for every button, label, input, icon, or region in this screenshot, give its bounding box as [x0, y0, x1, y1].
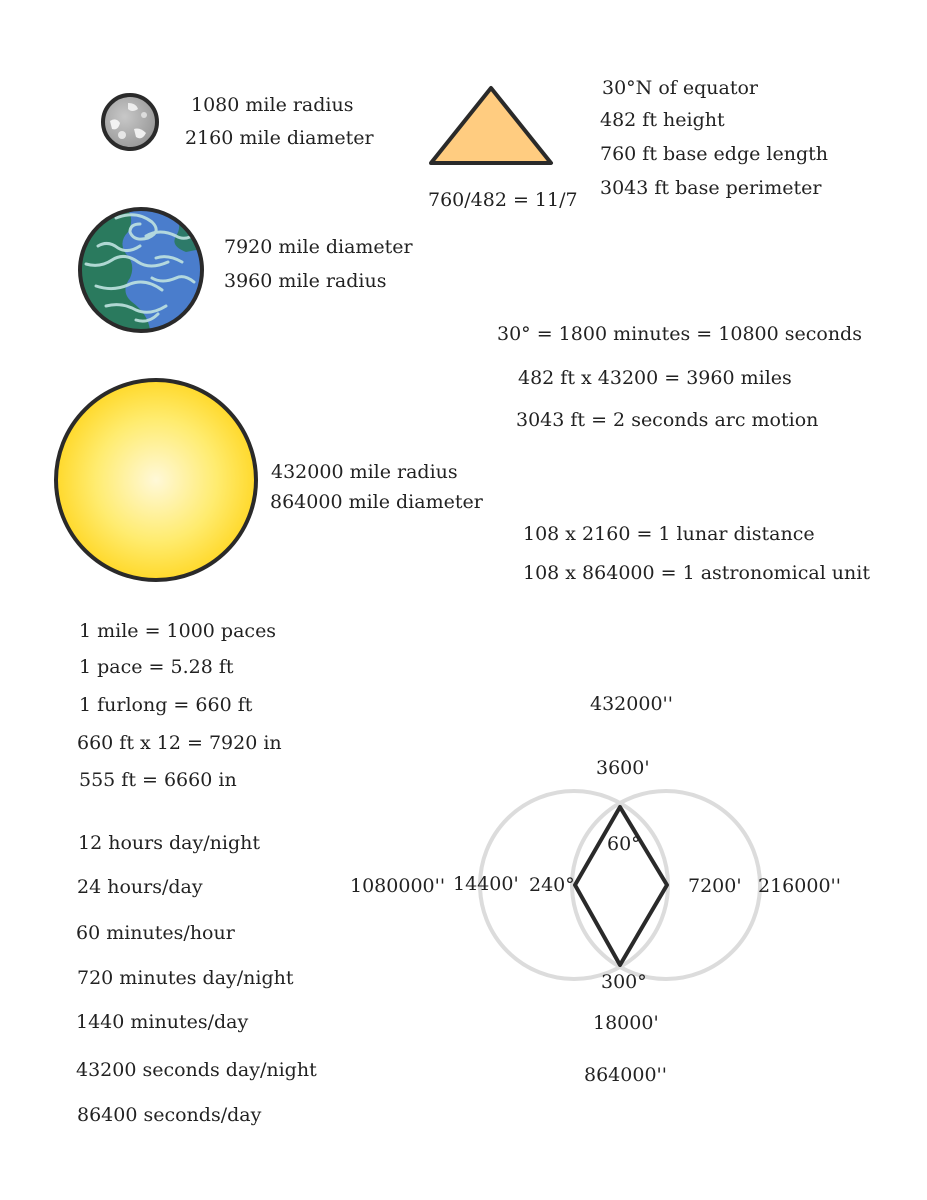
time-fact-1: 12 hours day/night	[78, 832, 260, 854]
time-fact-2: 24 hours/day	[77, 876, 203, 898]
unit-conversion-1: 1 mile = 1000 paces	[79, 620, 277, 642]
time-fact-7: 86400 seconds/day	[77, 1104, 262, 1126]
moon-diameter-label: 2160 mile diameter	[185, 127, 374, 149]
moon-radius-label: 1080 mile radius	[191, 94, 354, 116]
pyramid-perimeter-label: 3043 ft base perimeter	[600, 177, 822, 199]
pyramid-base-edge-label: 760 ft base edge length	[600, 143, 828, 165]
unit-conversion-3: 1 furlong = 660 ft	[79, 694, 253, 716]
vesica-left-angle-label: 240°	[529, 874, 575, 896]
pyramid-latitude-label: 30°N of equator	[602, 77, 758, 99]
pyramid-triangle-icon	[427, 84, 557, 168]
sun-radius-label: 432000 mile radius	[271, 461, 458, 483]
unit-conversion-4: 660 ft x 12 = 7920 in	[77, 732, 282, 754]
vesica-bottom-seconds-label: 864000''	[584, 1064, 667, 1086]
vesica-left-seconds-label: 1080000''	[350, 875, 446, 897]
earth-icon	[76, 206, 206, 336]
astronomical-unit-equation: 108 x 864000 = 1 astronomical unit	[523, 562, 870, 584]
time-fact-3: 60 minutes/hour	[76, 922, 235, 944]
sun-icon	[51, 377, 261, 583]
arc-equation-2: 482 ft x 43200 = 3960 miles	[518, 367, 792, 389]
vesica-bottom-minutes-label: 18000'	[593, 1012, 659, 1034]
vesica-right-seconds-label: 216000''	[758, 875, 841, 897]
time-fact-4: 720 minutes day/night	[77, 967, 294, 989]
arc-equation-1: 30° = 1800 minutes = 10800 seconds	[497, 323, 862, 345]
unit-conversion-2: 1 pace = 5.28 ft	[79, 656, 234, 678]
pyramid-ratio-label: 760/482 = 11/7	[428, 189, 578, 211]
vesica-right-minutes-label: 7200'	[688, 875, 742, 897]
earth-diameter-label: 7920 mile diameter	[224, 236, 413, 258]
unit-conversion-5: 555 ft = 6660 in	[79, 769, 237, 791]
earth-radius-label: 3960 mile radius	[224, 270, 387, 292]
sun-diameter-label: 864000 mile diameter	[270, 491, 483, 513]
vesica-bottom-angle-label: 300°	[601, 971, 647, 993]
vesica-top-angle-label: 60°	[607, 833, 641, 855]
arc-equation-3: 3043 ft = 2 seconds arc motion	[516, 409, 819, 431]
vesica-top-seconds-label: 432000''	[590, 693, 673, 715]
vesica-top-minutes-label: 3600'	[596, 757, 650, 779]
moon-icon	[100, 93, 160, 153]
pyramid-height-label: 482 ft height	[600, 109, 725, 131]
vesica-left-minutes-label: 14400'	[453, 873, 519, 895]
lunar-distance-equation: 108 x 2160 = 1 lunar distance	[523, 523, 815, 545]
time-fact-6: 43200 seconds day/night	[76, 1059, 317, 1081]
time-fact-5: 1440 minutes/day	[76, 1011, 249, 1033]
